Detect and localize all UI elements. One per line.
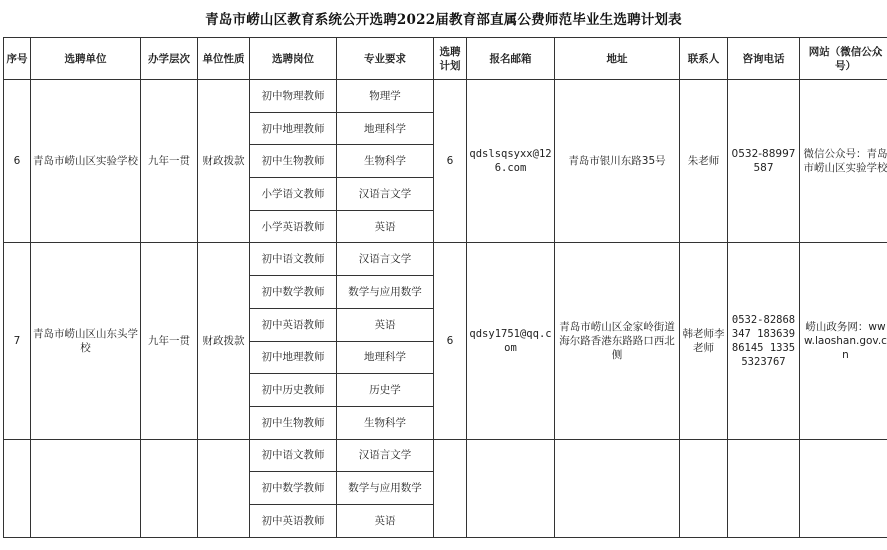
major-cell: 生物科学 xyxy=(337,406,434,439)
major-cell: 数学与应用数学 xyxy=(337,276,434,309)
nature-cell: 财政拨款 xyxy=(198,243,250,439)
major-cell: 历史学 xyxy=(337,374,434,407)
major-cell: 生物科学 xyxy=(337,145,434,178)
post-cell: 初中语文教师 xyxy=(250,243,337,276)
post-cell: 初中语文教师 xyxy=(250,439,337,472)
plan-count-cell: 6 xyxy=(434,80,467,243)
phone-cell: 0532-82868347 18363986145 13355323767 xyxy=(728,243,800,439)
post-cell: 初中英语教师 xyxy=(250,504,337,537)
unit-cell: 青岛市崂山区山东头学校 xyxy=(31,243,141,439)
header-cell: 咨询电话 xyxy=(728,38,800,80)
serial-number-cell: 7 xyxy=(4,243,31,439)
post-cell: 小学英语教师 xyxy=(250,210,337,243)
header-cell: 选聘单位 xyxy=(31,38,141,80)
email-cell xyxy=(467,439,555,537)
website-cell: 微信公众号：青岛市崂山区实验学校 xyxy=(800,80,887,243)
post-cell: 初中历史教师 xyxy=(250,374,337,407)
major-cell: 物理学 xyxy=(337,80,434,113)
serial-number-cell: 6 xyxy=(4,80,31,243)
address-cell xyxy=(555,439,680,537)
post-cell: 初中数学教师 xyxy=(250,276,337,309)
email-cell: qdsy1751@qq.com xyxy=(467,243,555,439)
level-cell xyxy=(141,439,198,537)
website-cell: 崂山政务网：www.laoshan.gov.cn xyxy=(800,243,887,439)
post-cell: 初中地理教师 xyxy=(250,341,337,374)
nature-cell: 财政拨款 xyxy=(198,80,250,243)
contact-cell: 朱老师 xyxy=(680,80,728,243)
unit-cell: 青岛市崂山区实验学校 xyxy=(31,80,141,243)
major-cell: 英语 xyxy=(337,210,434,243)
header-cell: 网站（微信公众号） xyxy=(800,38,887,80)
contact-cell: 韩老师李老师 xyxy=(680,243,728,439)
post-cell: 初中物理教师 xyxy=(250,80,337,113)
contact-cell xyxy=(680,439,728,537)
address-cell: 青岛市崂山区金家岭街道海尔路香港东路路口西北侧 xyxy=(555,243,680,439)
header-cell: 联系人 xyxy=(680,38,728,80)
header-cell: 地址 xyxy=(555,38,680,80)
header-cell: 报名邮箱 xyxy=(467,38,555,80)
header-cell: 单位性质 xyxy=(198,38,250,80)
header-cell: 序号 xyxy=(4,38,31,80)
plan-count-cell xyxy=(434,439,467,537)
recruitment-plan-table xyxy=(3,37,887,538)
major-cell: 英语 xyxy=(337,504,434,537)
post-cell: 初中地理教师 xyxy=(250,112,337,145)
level-cell: 九年一贯 xyxy=(141,243,198,439)
header-cell: 选聘计划 xyxy=(434,38,467,80)
table-row xyxy=(4,439,887,472)
table-row xyxy=(4,80,887,113)
major-cell: 汉语言文学 xyxy=(337,243,434,276)
nature-cell xyxy=(198,439,250,537)
table-row xyxy=(4,243,887,276)
level-cell: 九年一贯 xyxy=(141,80,198,243)
unit-cell xyxy=(31,439,141,537)
header-cell: 办学层次 xyxy=(141,38,198,80)
post-cell: 小学语文教师 xyxy=(250,178,337,211)
document-title: 青岛市崂山区教育系统公开选聘2022届教育部直属公费师范毕业生选聘计划表 xyxy=(205,12,682,28)
major-cell: 地理科学 xyxy=(337,112,434,145)
header-cell: 选聘岗位 xyxy=(250,38,337,80)
major-cell: 汉语言文学 xyxy=(337,439,434,472)
major-cell: 汉语言文学 xyxy=(337,178,434,211)
address-cell: 青岛市银川东路35号 xyxy=(555,80,680,243)
major-cell: 数学与应用数学 xyxy=(337,472,434,505)
plan-count-cell: 6 xyxy=(434,243,467,439)
email-cell: qdslsqsyxx@126.com xyxy=(467,80,555,243)
major-cell: 地理科学 xyxy=(337,341,434,374)
post-cell: 初中英语教师 xyxy=(250,308,337,341)
major-cell: 英语 xyxy=(337,308,434,341)
serial-number-cell xyxy=(4,439,31,537)
header-cell: 专业要求 xyxy=(337,38,434,80)
post-cell: 初中生物教师 xyxy=(250,145,337,178)
post-cell: 初中数学教师 xyxy=(250,472,337,505)
post-cell: 初中生物教师 xyxy=(250,406,337,439)
phone-cell xyxy=(728,439,800,537)
website-cell xyxy=(800,439,887,537)
phone-cell: 0532-88997587 xyxy=(728,80,800,243)
header-row xyxy=(4,38,887,80)
